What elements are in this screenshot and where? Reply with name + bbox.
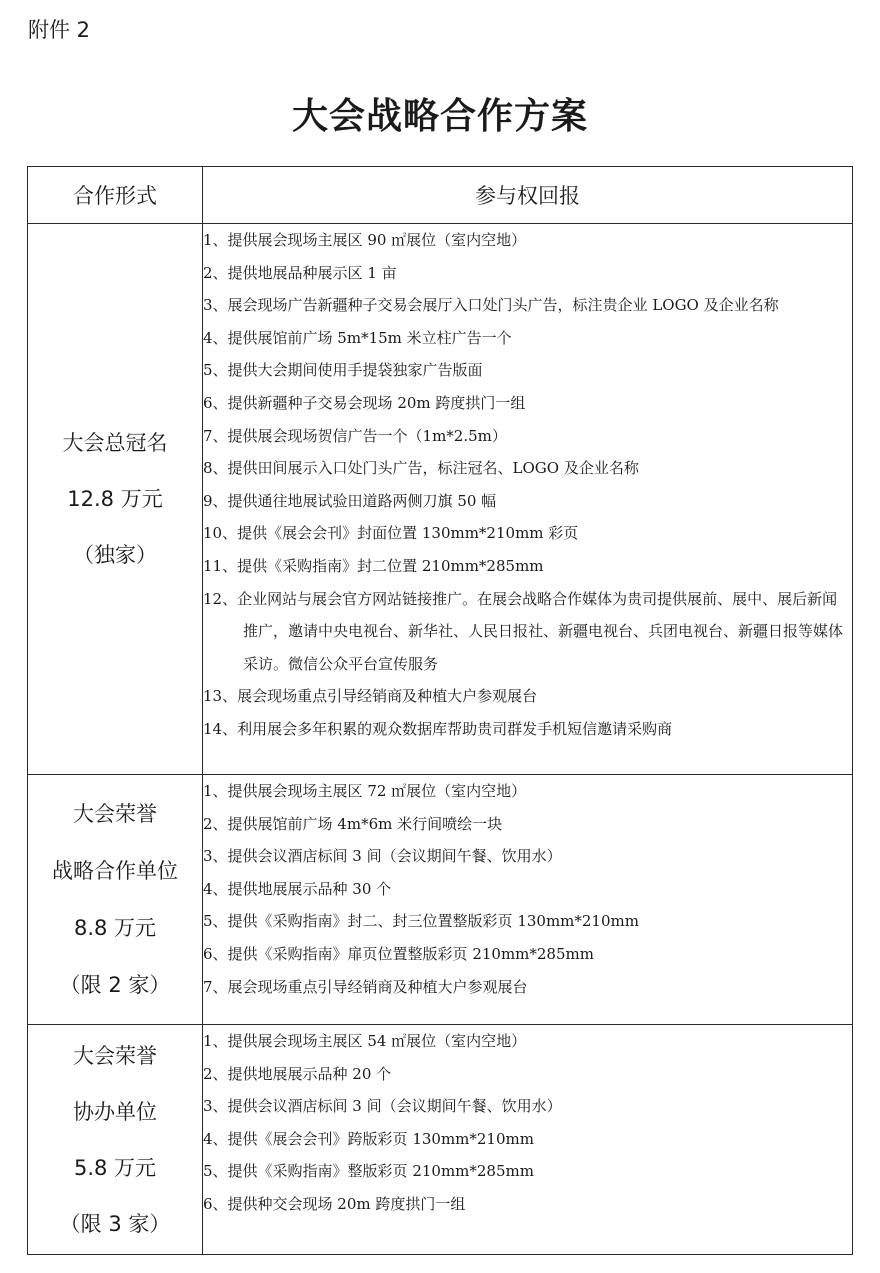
form-name: 大会荣誉 <box>73 1043 157 1068</box>
cooperation-form-cell <box>28 224 203 775</box>
list-item: 5、提供《采购指南》封二、封三位置整版彩页 130mm*210mm <box>203 912 639 931</box>
form-name-sub: 协办单位 <box>73 1099 157 1124</box>
benefits-cell <box>203 224 853 775</box>
list-item: 5、提供大会期间使用手提袋独家广告版面 <box>203 361 483 380</box>
list-item: 5、提供《采购指南》整版彩页 210mm*285mm <box>203 1162 534 1181</box>
form-price: 12.8 万元 <box>67 487 163 511</box>
table-row <box>28 1025 853 1255</box>
table-row <box>28 775 853 1025</box>
form-name: 大会总冠名 <box>62 431 168 455</box>
list-item: 8、提供田间展示入口处门头广告，标注冠名、LOGO 及企业名称 <box>203 459 639 478</box>
form-limit: （独家） <box>73 543 157 567</box>
cooperation-form-cell <box>28 775 203 1025</box>
list-item: 7、提供展会现场贺信广告一个（1m*2.5m） <box>203 426 507 445</box>
list-item: 2、提供展馆前广场 4m*6m 米行间喷绘一块 <box>203 814 503 833</box>
header-benefits: 参与权回报 <box>203 167 853 224</box>
list-item: 4、提供地展展示品种 30 个 <box>203 879 392 898</box>
list-item: 3、提供会议酒店标间 3 间（会议期间午餐、饮用水） <box>203 847 562 866</box>
list-item: 11、提供《采购指南》封二位置 210mm*285mm <box>203 556 544 575</box>
benefits-cell <box>203 775 853 1025</box>
list-item: 1、提供展会现场主展区 90 ㎡展位（室内空地） <box>203 231 527 249</box>
table-header-row <box>28 167 853 224</box>
list-item: 3、展会现场广告新疆种子交易会展厅入口处门头广告，标注贵企业 LOGO 及企业名称 <box>203 296 779 315</box>
list-item: 7、展会现场重点引导经销商及种植大户参观展台 <box>203 977 528 996</box>
list-item: 3、提供会议酒店标间 3 间（会议期间午餐、饮用水） <box>203 1097 562 1116</box>
form-price: 5.8 万元 <box>73 1155 157 1180</box>
list-item: 2、提供地展品种展示区 1 亩 <box>203 263 397 282</box>
list-item: 9、提供通往地展试验田道路两侧刀旗 50 幅 <box>203 491 497 510</box>
list-item: 13、展会现场重点引导经销商及种植大户参观展台 <box>203 687 538 706</box>
list-item: 1、提供展会现场主展区 72 ㎡展位（室内空地） <box>203 782 527 800</box>
list-item: 6、提供《采购指南》扉页位置整版彩页 210mm*285mm <box>203 944 594 963</box>
cooperation-plan-table <box>27 166 853 1255</box>
benefits-cell <box>203 1025 853 1255</box>
form-name: 大会荣誉 <box>73 801 157 826</box>
list-item: 12、企业网站与展会官方网站链接推广。在展会战略合作媒体为贵司提供展前、展中、展后新闻推广，邀请中央电视台、新华社、人民日报社、新疆电视台、兵团电视台、新疆日报等媒体采访。微信公众平台宣传服务 <box>203 589 844 673</box>
list-item: 2、提供地展展示品种 20 个 <box>203 1064 392 1083</box>
list-item: 4、提供展馆前广场 5m*15m 米立柱广告一个 <box>203 328 512 347</box>
list-item: 1、提供展会现场主展区 54 ㎡展位（室内空地） <box>203 1032 527 1050</box>
form-limit: （限 3 家） <box>59 1211 171 1236</box>
list-item: 14、利用展会多年积累的观众数据库帮助贵司群发手机短信邀请采购商 <box>203 719 673 738</box>
list-item: 6、提供新疆种子交易会现场 20m 跨度拱门一组 <box>203 393 526 412</box>
page-title: 大会战略合作方案 <box>291 95 588 137</box>
attachment-label: 附件 2 <box>28 18 91 42</box>
form-limit: （限 2 家） <box>59 972 171 997</box>
header-cooperation-form: 合作形式 <box>28 167 203 224</box>
list-item: 4、提供《展会会刊》跨版彩页 130mm*210mm <box>203 1129 534 1148</box>
cooperation-form-cell <box>28 1025 203 1255</box>
form-name-sub: 战略合作单位 <box>52 858 178 883</box>
table-row <box>28 224 853 775</box>
form-price: 8.8 万元 <box>73 915 157 940</box>
list-item: 6、提供种交会现场 20m 跨度拱门一组 <box>203 1194 466 1213</box>
list-item: 10、提供《展会会刊》封面位置 130mm*210mm 彩页 <box>203 524 579 543</box>
